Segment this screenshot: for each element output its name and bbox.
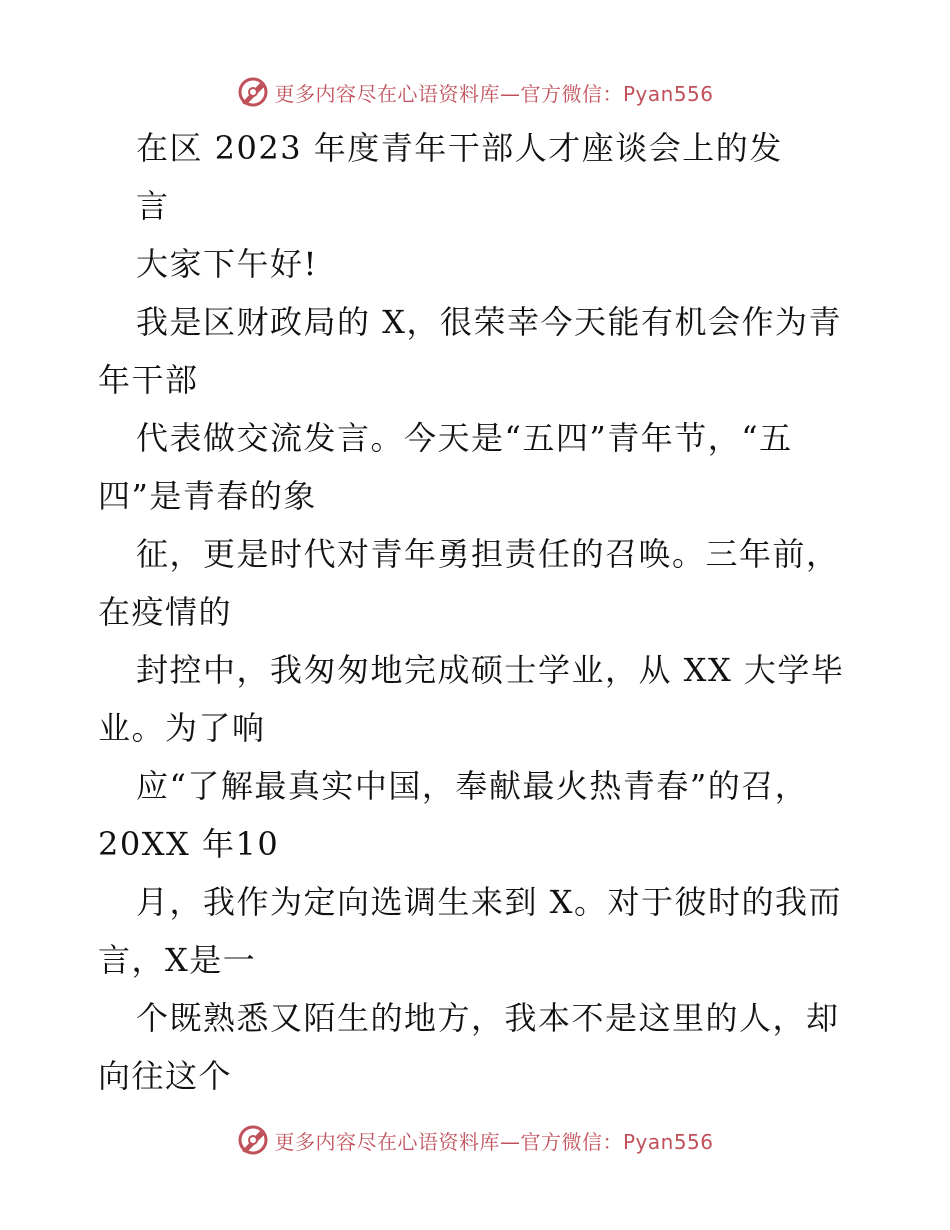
paragraph-line: 月，我作为定向选调生来到 X。对于彼时的我而 [136,883,842,921]
footer-banner-text: 更多内容尽在心语资料库—官方微信：Pyan556 [274,1129,714,1154]
paragraph-line: 应“了解最真实中国，奉献最火热青春”的召， [136,767,809,805]
paragraph-line: 征，更是时代对青年勇担责任的召唤。三年前， [136,535,840,573]
paragraph-line: 20XX 年10 [98,825,280,863]
paragraph-line: 四”是青春的象 [98,477,317,515]
paragraph-line: 年干部 [98,361,199,399]
paragraph-line: 个既熟悉又陌生的地方，我本不是这里的人，却 [136,999,840,1037]
paragraph-line: 封控中，我匆匆地完成硕士学业，从 XX 大学毕 [136,651,845,689]
paragraph-line: 我是区财政局的 X，很荣幸今天能有机会作为青 [136,303,842,341]
document-title-line-1: 在区 2023 年度青年干部人才座谈会上的发 [136,129,783,167]
header-banner-text: 更多内容尽在心语资料库—官方微信：Pyan556 [274,81,714,106]
paragraph-line: 向往这个 [98,1057,233,1095]
pen-seal-logo-icon [236,75,270,109]
paragraph-line: 代表做交流发言。今天是“五四”青年节，“五 [136,419,793,457]
footer-banner [0,1120,950,1160]
paragraph-line: 言，X是一 [98,941,257,979]
paragraph-line: 在疫情的 [98,593,233,631]
document-title-line-2: 言 [136,187,170,225]
pen-seal-logo-icon [236,1123,270,1157]
greeting-line: 大家下午好! [136,245,318,283]
paragraph-line: 业。为了响 [98,709,266,747]
header-banner [0,72,950,112]
